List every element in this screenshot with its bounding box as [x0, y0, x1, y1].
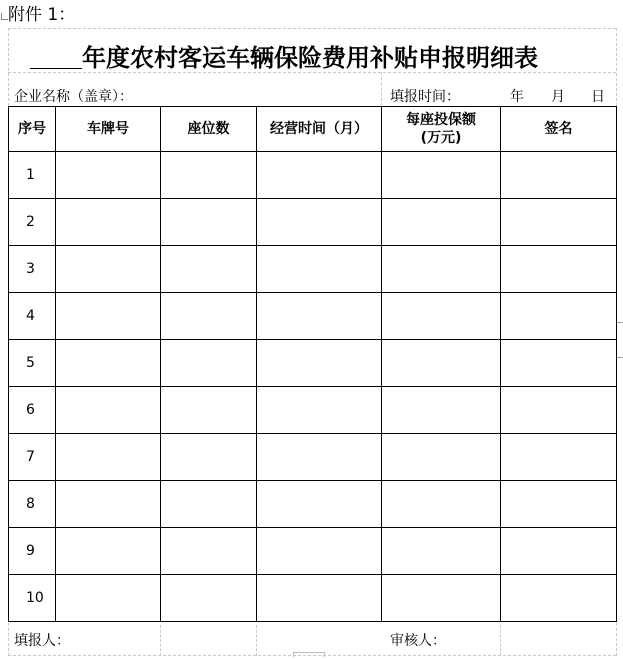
seats-cell[interactable] [161, 340, 257, 387]
col-header-signature: 签名 [501, 107, 617, 152]
months-cell[interactable] [257, 199, 382, 246]
seats-cell[interactable] [161, 152, 257, 199]
table-header-row [9, 107, 617, 152]
table-row [9, 152, 617, 199]
page-title [30, 34, 610, 72]
signature-cell[interactable] [501, 246, 617, 293]
months-cell[interactable] [257, 340, 382, 387]
page-edge-mark [617, 322, 623, 323]
page-edge-mark [617, 357, 623, 358]
months-cell[interactable] [257, 246, 382, 293]
months-cell[interactable] [257, 152, 382, 199]
page-break-mark [293, 652, 325, 657]
reviewer-label: 审核人： [390, 633, 446, 649]
signature-cell[interactable] [501, 293, 617, 340]
serial-cell: 7 [9, 434, 56, 481]
table-row [9, 340, 617, 387]
attachment-label: 附件 1： [8, 5, 76, 25]
gridline [256, 625, 257, 656]
title-year-blank[interactable] [30, 34, 82, 69]
seats-cell[interactable] [161, 199, 257, 246]
title-text: 年度农村客运车辆保险费用补贴申报明细表 [82, 43, 538, 72]
table-row [9, 481, 617, 528]
plate-cell[interactable] [56, 387, 161, 434]
gridline [8, 28, 616, 29]
months-cell[interactable] [257, 528, 382, 575]
months-cell[interactable] [257, 387, 382, 434]
insured-amount-cell[interactable] [382, 387, 501, 434]
plate-cell[interactable] [56, 199, 161, 246]
gridline [160, 625, 161, 656]
signature-cell[interactable] [501, 152, 617, 199]
signature-cell[interactable] [501, 387, 617, 434]
months-cell[interactable] [257, 575, 382, 622]
seats-cell[interactable] [161, 528, 257, 575]
serial-cell: 6 [9, 387, 56, 434]
table-row [9, 434, 617, 481]
insured-amount-cell[interactable] [382, 246, 501, 293]
signature-cell[interactable] [501, 199, 617, 246]
serial-cell: 8 [9, 481, 56, 528]
insured-amount-cell[interactable] [382, 199, 501, 246]
table-row [9, 528, 617, 575]
table-row [9, 246, 617, 293]
plate-cell[interactable] [56, 246, 161, 293]
table-row [9, 293, 617, 340]
table-row [9, 387, 617, 434]
gridline [500, 625, 501, 656]
plate-cell[interactable] [56, 152, 161, 199]
signature-cell[interactable] [501, 481, 617, 528]
months-cell[interactable] [257, 293, 382, 340]
serial-cell: 1 [9, 152, 56, 199]
serial-cell: 9 [9, 528, 56, 575]
plate-cell[interactable] [56, 340, 161, 387]
report-date [0, 88, 623, 106]
filler-label: 填报人： [14, 633, 70, 649]
seats-cell[interactable] [161, 387, 257, 434]
insured-amount-cell[interactable] [382, 293, 501, 340]
plate-cell[interactable] [56, 434, 161, 481]
seats-cell[interactable] [161, 246, 257, 293]
subsidy-detail-table [8, 106, 617, 622]
serial-cell: 3 [9, 246, 56, 293]
serial-cell: 2 [9, 199, 56, 246]
plate-cell[interactable] [56, 575, 161, 622]
months-cell[interactable] [257, 481, 382, 528]
seats-cell[interactable] [161, 434, 257, 481]
year-label: 年 [510, 89, 524, 105]
plate-cell[interactable] [56, 481, 161, 528]
insured-amount-label: 每座投保额 [406, 112, 476, 128]
report-time-label: 填报时间： [390, 89, 460, 105]
serial-cell: 5 [9, 340, 56, 387]
insured-amount-cell[interactable] [382, 152, 501, 199]
signature-cell[interactable] [501, 575, 617, 622]
seats-cell[interactable] [161, 575, 257, 622]
signature-cell[interactable] [501, 434, 617, 481]
serial-cell: 10 [9, 575, 56, 622]
month-label: 月 [551, 89, 565, 105]
seats-cell[interactable] [161, 481, 257, 528]
signature-cell[interactable] [501, 340, 617, 387]
gridline [8, 72, 616, 73]
insured-amount-cell[interactable] [382, 528, 501, 575]
months-cell[interactable] [257, 434, 382, 481]
plate-cell[interactable] [56, 293, 161, 340]
cell-marker-icon [1, 13, 8, 20]
table-row [9, 199, 617, 246]
col-header-seats: 座位数 [161, 107, 257, 152]
signature-cell[interactable] [501, 528, 617, 575]
company-name-label: 企业名称（盖章）： [14, 89, 133, 105]
insured-amount-cell[interactable] [382, 340, 501, 387]
seats-cell[interactable] [161, 293, 257, 340]
plate-cell[interactable] [56, 528, 161, 575]
col-header-months: 经营时间（月） [257, 107, 382, 152]
serial-cell: 4 [9, 293, 56, 340]
table-row [9, 575, 617, 622]
col-header-serial: 序号 [9, 107, 56, 152]
col-header-plate: 车牌号 [56, 107, 161, 152]
col-header-insured-amount [382, 107, 501, 152]
insured-amount-unit: (万元) [420, 130, 462, 146]
insured-amount-cell[interactable] [382, 434, 501, 481]
insured-amount-cell[interactable] [382, 575, 501, 622]
insured-amount-cell[interactable] [382, 481, 501, 528]
day-label: 日 [591, 89, 605, 105]
